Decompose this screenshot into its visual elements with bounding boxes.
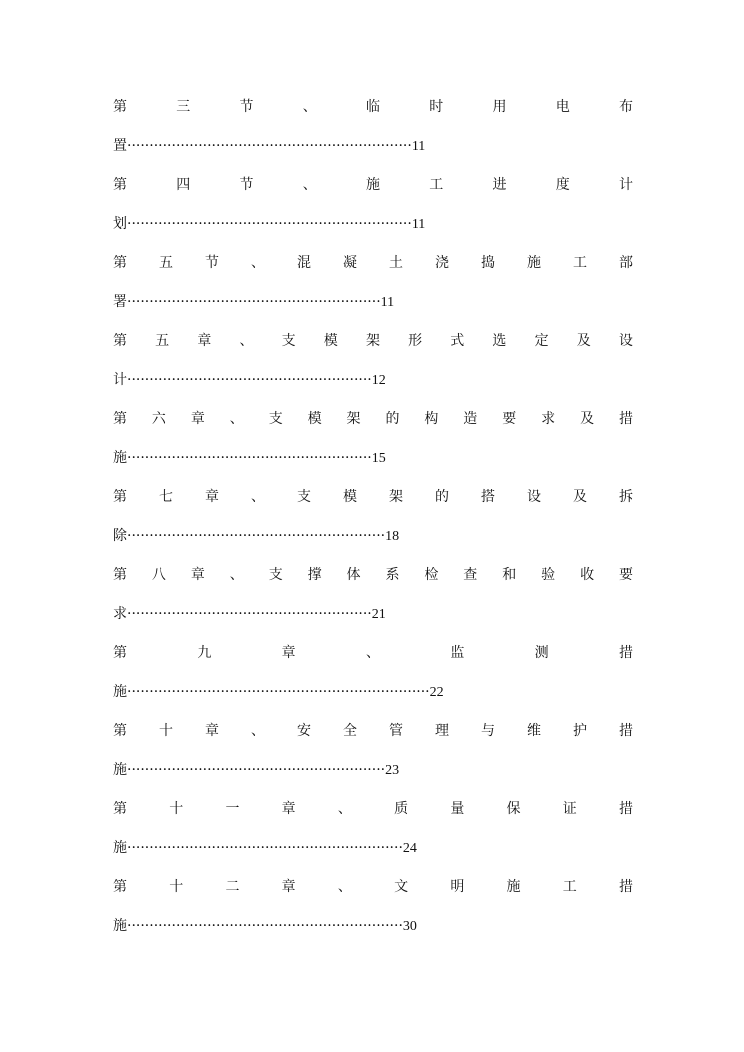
toc-entry-leader-line — [113, 667, 633, 718]
toc-entry[interactable] — [113, 796, 633, 874]
toc-entry-title: 第 九 章 、 监 测 措 — [113, 645, 633, 661]
toc-page-number: 11 — [411, 217, 426, 232]
toc-entry-title-end: 划 — [113, 216, 127, 232]
toc-entry-title: 第 六 章 、 支 模 架 的 构 造 要 求 及 措 — [113, 411, 633, 427]
toc-entry-title: 第 十 二 章 、 文 明 施 工 措 — [113, 879, 633, 895]
toc-entry-title: 第 十 一 章 、 质 量 保 证 措 — [113, 801, 633, 817]
toc-entry-title-end: 署 — [113, 294, 127, 310]
toc-page-number: 11 — [411, 139, 426, 154]
toc-entry-title-end: 施 — [113, 684, 127, 700]
toc-entry-title: 第 七 章 、 支 模 架 的 搭 设 及 拆 — [113, 489, 633, 505]
toc-page-number: 18 — [385, 529, 400, 544]
toc-entry-title-end: 求 — [113, 606, 127, 622]
toc-entry-title: 第 五 章 、 支 模 架 形 式 选 定 及 设 — [113, 333, 633, 349]
toc-entry-leader-line — [113, 277, 633, 328]
toc-leader-dots: ·························································· — [127, 762, 386, 778]
toc-entry[interactable] — [113, 172, 633, 250]
toc-leader-dots: ························································· — [127, 294, 381, 310]
toc-entry-title: 第 五 节 、 混 凝 土 浇 捣 施 工 部 — [113, 255, 633, 271]
toc-entry[interactable] — [113, 250, 633, 328]
toc-page-number: 30 — [402, 919, 417, 934]
toc-page-number: 15 — [371, 451, 386, 466]
toc-entry-title: 第 十 章 、 安 全 管 理 与 维 护 措 — [113, 723, 633, 739]
toc-leader-dots: ································································ — [127, 138, 412, 154]
toc-entry[interactable] — [113, 328, 633, 406]
toc-leader-dots: ······························································ — [127, 918, 403, 934]
toc-entry-leader-line — [113, 823, 633, 874]
toc-entry-leader-line — [113, 511, 633, 562]
toc-entry[interactable] — [113, 718, 633, 796]
toc-entry-leader-line — [113, 121, 633, 172]
toc-entry[interactable] — [113, 640, 633, 718]
toc-entry-title-end: 除 — [113, 528, 127, 544]
toc-page-number: 11 — [380, 295, 395, 310]
toc-page-number: 22 — [429, 685, 444, 700]
toc-entry-leader-line — [113, 745, 633, 796]
toc-page-number: 12 — [371, 373, 386, 388]
toc-entry-title-end: 施 — [113, 762, 127, 778]
toc-entry-title-end: 施 — [113, 450, 127, 466]
toc-entry-title-end: 计 — [113, 372, 127, 388]
toc-entry-title: 第 三 节 、 临 时 用 电 布 — [113, 99, 633, 115]
toc-entry-leader-line — [113, 901, 633, 952]
toc-entry-title-end: 施 — [113, 840, 127, 856]
toc-entry-title-end: 置 — [113, 138, 127, 154]
toc-page-number: 23 — [385, 763, 400, 778]
toc-leader-dots: ······················································· — [127, 372, 372, 388]
toc-entry-leader-line — [113, 589, 633, 640]
toc-leader-dots: ······················································· — [127, 450, 372, 466]
toc-leader-dots: ·························································· — [127, 528, 386, 544]
toc-entry[interactable] — [113, 484, 633, 562]
table-of-contents — [113, 94, 633, 952]
toc-entry-leader-line — [113, 355, 633, 406]
toc-page-number: 21 — [371, 607, 386, 622]
toc-entry[interactable] — [113, 562, 633, 640]
toc-entry[interactable] — [113, 94, 633, 172]
toc-leader-dots: ······························································ — [127, 840, 403, 856]
toc-entry-title-end: 施 — [113, 918, 127, 934]
toc-entry[interactable] — [113, 874, 633, 952]
toc-leader-dots: ···································································· — [127, 684, 430, 700]
toc-leader-dots: ······················································· — [127, 606, 372, 622]
toc-entry-title: 第 八 章 、 支 撑 体 系 检 查 和 验 收 要 — [113, 567, 633, 583]
toc-page-number: 24 — [402, 841, 417, 856]
toc-entry-title: 第 四 节 、 施 工 进 度 计 — [113, 177, 633, 193]
toc-entry[interactable] — [113, 406, 633, 484]
toc-entry-leader-line — [113, 433, 633, 484]
toc-entry-leader-line — [113, 199, 633, 250]
toc-leader-dots: ································································ — [127, 216, 412, 232]
